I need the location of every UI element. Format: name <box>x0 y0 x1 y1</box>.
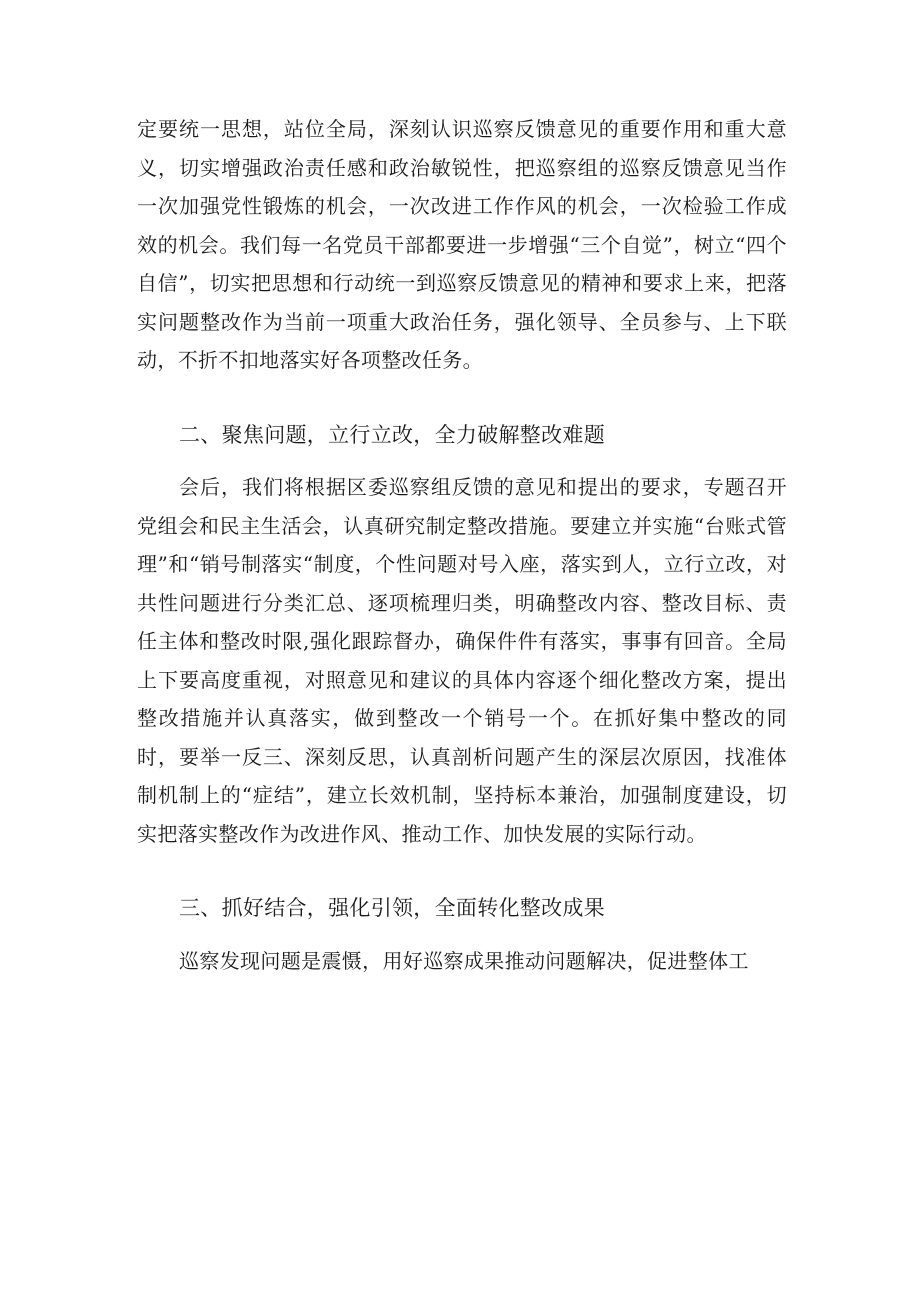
section-heading-2: 二、聚焦问题，立行立改，全力破解整改难题 <box>179 422 605 447</box>
spacer <box>137 853 787 871</box>
paragraph-2: 会后，我们将根据区委巡察组反馈的意见和提出的要求，专题召开党组会和民主生活会，认真研究制定整改措施。要建立并实施“台账式管理”和“销号制落实“制度，个性问题对号入座，落实到人，立行立改，对共性问题进行分类汇总、逐项梳理归类，明确整改内容、整改目标、责任主体和整改时限,强化跟踪督办，确保件件有落实，事事有回音。全局上下要高度重视，对照意见和建议的具体内容逐个细化整改方案，提出整改措施并认真落实，做到整改一个销号一个。在抓好集中整改的同时，要举一反三、深刻反思，认真剖析问题产生的深层次原因，找准体制机制上的“症结”，建立长效机制，坚持标本兼治，加强制度建设，切实把落实整改作为改进作风、推动工作、加快发展的实际行动。 <box>137 475 787 846</box>
document-body <box>137 110 787 980</box>
spacer <box>137 380 787 398</box>
paragraph-1: 定要统一思想，站位全局，深刻认识巡察反馈意见的重要作用和重大意义，切实增强政治责任感和政治敏锐性，把巡察组的巡察反馈意见当作一次加强党性锻炼的机会，一次改进工作作风的机会，一次检验工作成效的机会。我们每一名党员干部都要进一步增强“三个自觉”，树立“四个自信”，切实把思想和行动统一到巡察反馈意见的精神和要求上来，把落实问题整改作为当前一项重大政治任务，强化领导、全员参与、上下联动，不折不扣地落实好各项整改任务。 <box>137 117 787 372</box>
paragraph-3: 巡察发现问题是震慑，用好巡察成果推动问题解决，促进整体工 <box>179 948 749 973</box>
section-heading-3: 三、抓好结合，强化引领，全面转化整改成果 <box>179 896 605 920</box>
